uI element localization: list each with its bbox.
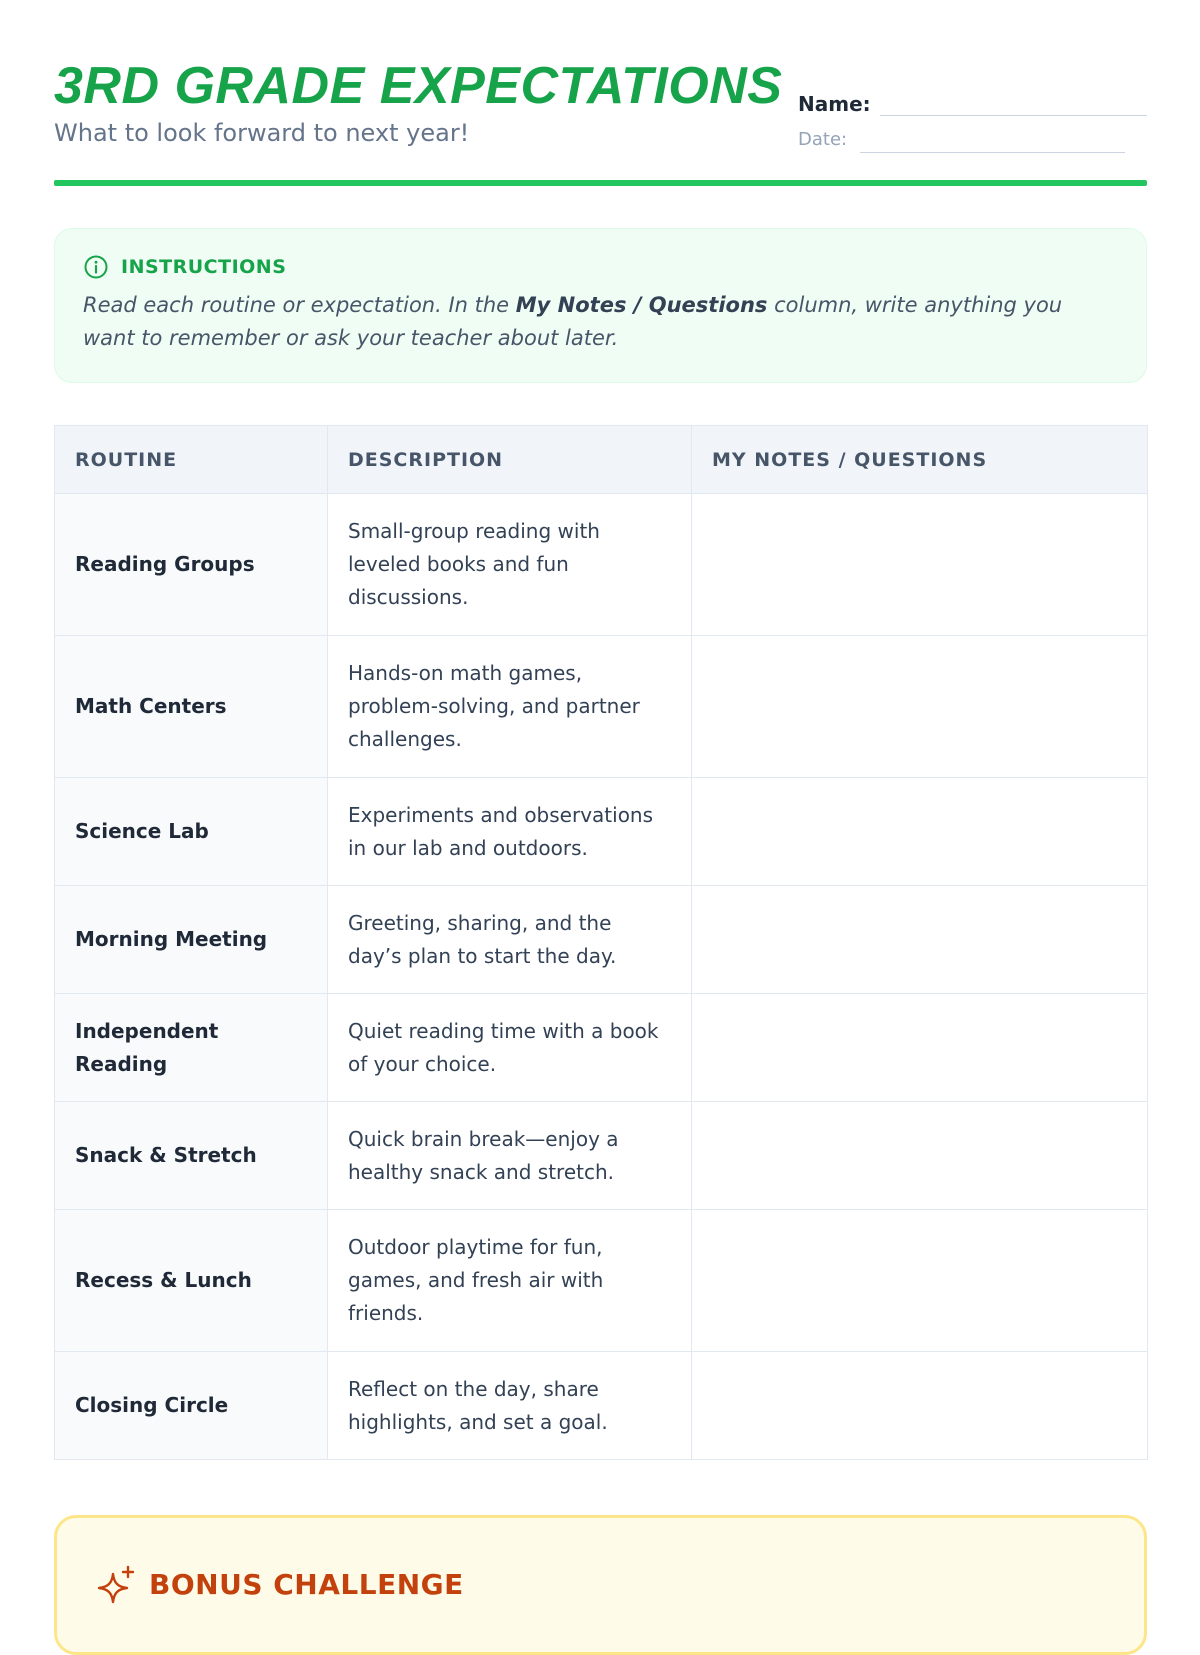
worksheet-header bbox=[54, 0, 1147, 190]
table-row bbox=[55, 1210, 1148, 1352]
routine-cell: Morning Meeting bbox=[55, 886, 328, 994]
description-cell: Outdoor playtime for fun, games, and fresh air with friends. bbox=[328, 1210, 692, 1352]
instructions-text-emphasis: My Notes / Questions bbox=[515, 293, 768, 317]
date-field-row bbox=[798, 128, 1147, 154]
name-field-row bbox=[798, 90, 1147, 118]
header-divider bbox=[54, 180, 1147, 186]
notes-cell[interactable] bbox=[692, 994, 1148, 1102]
routine-cell: Recess & Lunch bbox=[55, 1210, 328, 1352]
table-row bbox=[55, 1102, 1148, 1210]
description-cell: Quiet reading time with a book of your choice. bbox=[328, 994, 692, 1102]
notes-cell[interactable] bbox=[692, 1102, 1148, 1210]
page-title: 3RD GRADE EXPECTATIONS bbox=[54, 57, 783, 115]
bonus-challenge-header bbox=[97, 1564, 464, 1604]
description-cell: Greeting, sharing, and the day’s plan to start the day. bbox=[328, 886, 692, 994]
bonus-challenge-title: BONUS CHALLENGE bbox=[149, 1567, 464, 1601]
routine-cell: Science Lab bbox=[55, 778, 328, 886]
description-cell: Experiments and observations in our lab and outdoors. bbox=[328, 778, 692, 886]
routine-cell: Snack & Stretch bbox=[55, 1102, 328, 1210]
instructions-text-end: column, write anything you want to remember or ask your teacher about later. bbox=[83, 293, 1063, 350]
notes-cell[interactable] bbox=[692, 778, 1148, 886]
info-icon bbox=[83, 254, 109, 280]
description-cell: Small-group reading with leveled books and fun discussions. bbox=[328, 494, 692, 636]
instructions-box bbox=[54, 228, 1147, 383]
notes-cell[interactable] bbox=[692, 886, 1148, 994]
column-header-routine: ROUTINE bbox=[55, 426, 328, 494]
date-field[interactable] bbox=[860, 152, 1125, 153]
column-header-description: DESCRIPTION bbox=[328, 426, 692, 494]
routine-cell: Reading Groups bbox=[55, 494, 328, 636]
routines-table bbox=[54, 425, 1148, 1460]
table-row bbox=[55, 994, 1148, 1102]
routine-cell: Independent Reading bbox=[55, 994, 328, 1102]
description-cell: Quick brain break—enjoy a healthy snack and stretch. bbox=[328, 1102, 692, 1210]
column-header-notes: MY NOTES / QUESTIONS bbox=[692, 426, 1148, 494]
notes-cell[interactable] bbox=[692, 1210, 1148, 1352]
notes-cell[interactable] bbox=[692, 636, 1148, 778]
table-row bbox=[55, 1352, 1148, 1460]
instructions-header bbox=[83, 253, 1118, 281]
notes-cell[interactable] bbox=[692, 494, 1148, 636]
page-subtitle: What to look forward to next year! bbox=[54, 119, 470, 147]
instructions-title: INSTRUCTIONS bbox=[121, 256, 287, 278]
bonus-challenge-box bbox=[54, 1515, 1147, 1655]
instructions-text-start: Read each routine or expectation. In the bbox=[83, 293, 516, 317]
table-row bbox=[55, 636, 1148, 778]
routine-cell: Math Centers bbox=[55, 636, 328, 778]
table-header-row bbox=[55, 426, 1148, 494]
name-field[interactable] bbox=[880, 115, 1147, 116]
table-row bbox=[55, 778, 1148, 886]
routine-cell: Closing Circle bbox=[55, 1352, 328, 1460]
table-row bbox=[55, 494, 1148, 636]
table-row bbox=[55, 886, 1148, 994]
worksheet-page bbox=[54, 0, 1147, 1601]
notes-cell[interactable] bbox=[692, 1352, 1148, 1460]
description-cell: Hands-on math games, problem-solving, and partner challenges. bbox=[328, 636, 692, 778]
description-cell: Reflect on the day, share highlights, and set a goal. bbox=[328, 1352, 692, 1460]
name-label: Name: bbox=[798, 92, 871, 116]
instructions-text bbox=[83, 289, 1118, 355]
date-label: Date: bbox=[798, 129, 848, 150]
sparkle-icon bbox=[97, 1564, 137, 1604]
